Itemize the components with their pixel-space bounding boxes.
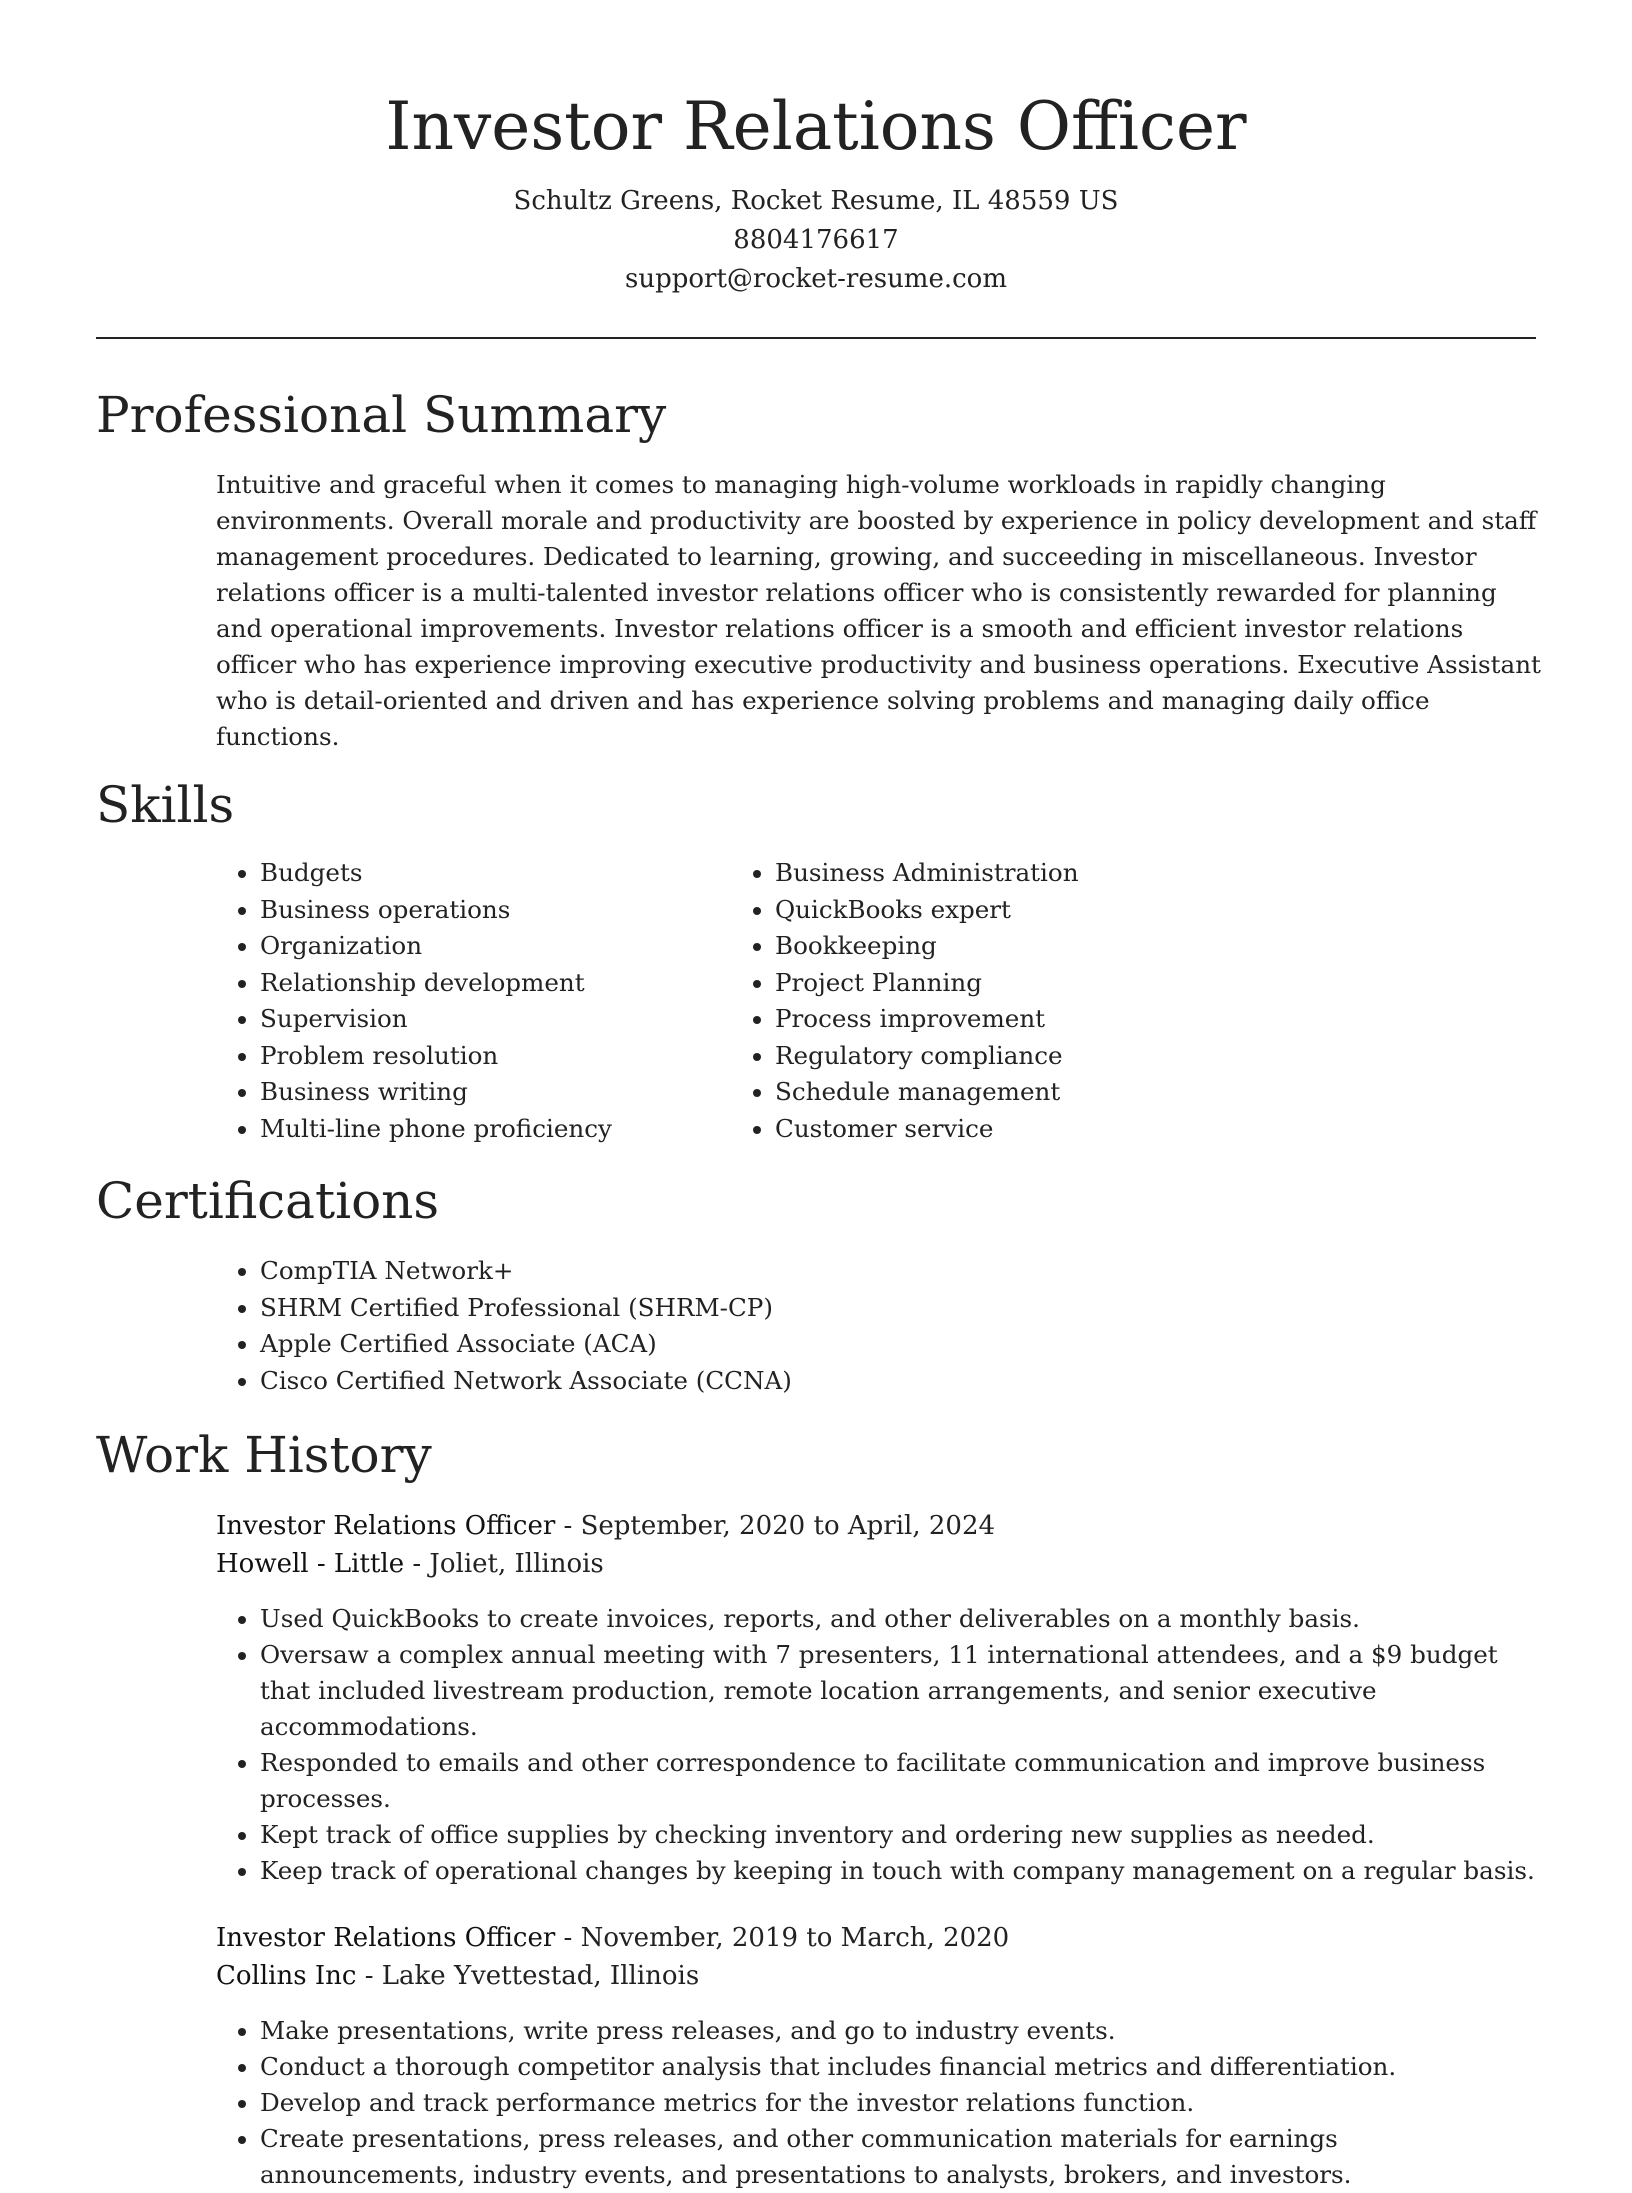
job-bullet: • Kept track of office supplies by checking inventory and ordering new supplies as needed.	[260, 1817, 1536, 1853]
skill-item: • QuickBooks expert	[775, 892, 1425, 929]
job-separator: -	[356, 1961, 382, 1991]
job-title: Investor Relations Officer	[216, 1923, 556, 1953]
skill-item: • Relationship development	[260, 965, 910, 1002]
job-company: Collins Inc	[216, 1961, 357, 1991]
certification-item: • Cisco Certified Network Associate (CCNA)	[260, 1363, 1536, 1400]
job-separator: -	[404, 1549, 430, 1579]
contact-phone: 8804176617	[733, 225, 899, 255]
resume-name: Investor Relations Officer	[385, 88, 1247, 165]
job-title-line	[216, 1507, 1536, 1545]
job-title: Investor Relations Officer	[216, 1511, 556, 1541]
skills-column-right	[775, 855, 1425, 1147]
job-location: Joliet, Illinois	[429, 1549, 604, 1579]
skill-item: • Schedule management	[775, 1074, 1425, 1111]
job-bullet: • Oversaw a complex annual meeting with 7 presenters, 11 international attendees, and a $9 budget that included livestream production, remote location arrangements, and senior executive accommodations.	[260, 1637, 1536, 1745]
skill-item: • Project Planning	[775, 965, 1425, 1002]
job-company-line	[216, 1957, 1536, 1995]
resume-page	[96, 0, 1541, 2193]
skill-item: • Problem resolution	[260, 1038, 910, 1075]
summary-text: Intuitive and graceful when it comes to managing high-volume workloads in rapidly changing environments. Overall morale and productivity are boosted by experience in policy development and staff management procedures. Dedicated to learning, growing, and succeeding in miscellaneous. Investor relations officer is a multi-talented investor relations officer who is consistently rewarded for planning and operational improvements. Investor relations officer is a smooth and efficient investor relations officer who has experience improving executive productivity and business operations. Executive Assistant who is detail-oriented and driven and has experience solving problems and managing daily office functions.	[216, 470, 1541, 751]
contact-email: support@rocket-resume.com	[624, 264, 1007, 294]
summary-heading: Professional Summary	[96, 386, 667, 444]
job-entry	[216, 1507, 1536, 1583]
job-dates: November, 2019 to March, 2020	[580, 1923, 1010, 1953]
job-bullets	[96, 1601, 1536, 1889]
job-company: Howell - Little	[216, 1549, 405, 1579]
skills-column-right-wrap	[775, 855, 1425, 1147]
job-bullet: • Make presentations, write press releases, and go to industry events.	[260, 2013, 1536, 2049]
job-bullet: • Create presentations, press releases, and other communication materials for earnings announcements, industry events, and presentations to analysts, brokers, and investors.	[260, 2121, 1536, 2193]
skill-item: • Customer service	[775, 1111, 1425, 1148]
skill-item: • Budgets	[260, 855, 910, 892]
job-company-line	[216, 1545, 1536, 1583]
certification-item: • Apple Certified Associate (ACA)	[260, 1326, 1536, 1363]
job-bullet: • Develop and track performance metrics for the investor relations function.	[260, 2085, 1536, 2121]
job-separator: -	[555, 1511, 581, 1541]
skill-item: • Organization	[260, 928, 910, 965]
skill-item: • Business Administration	[775, 855, 1425, 892]
job-bullet: • Used QuickBooks to create invoices, reports, and other deliverables on a monthly basis.	[260, 1601, 1536, 1637]
work-history-heading: Work History	[96, 1426, 432, 1484]
job-entry	[216, 1919, 1536, 1995]
skill-item: • Bookkeeping	[775, 928, 1425, 965]
skill-item: • Business writing	[260, 1074, 910, 1111]
job-title-line	[216, 1919, 1536, 1957]
job-bullet: • Keep track of operational changes by keeping in touch with company management on a regular basis.	[260, 1853, 1536, 1889]
contact-address: Schultz Greens, Rocket Resume, IL 48559 US	[513, 186, 1119, 216]
job-bullets	[96, 2013, 1536, 2193]
resume-header	[96, 0, 1536, 299]
skill-item: • Multi-line phone proficiency	[260, 1111, 910, 1148]
header-divider	[96, 337, 1536, 339]
skills-heading: Skills	[96, 776, 235, 834]
skill-item: • Regulatory compliance	[775, 1038, 1425, 1075]
skills-list	[96, 855, 1536, 1147]
job-bullet: • Conduct a thorough competitor analysis that includes financial metrics and differentiation.	[260, 2049, 1536, 2085]
certification-item: • SHRM Certified Professional (SHRM-CP)	[260, 1290, 1536, 1327]
skill-item: • Business operations	[260, 892, 910, 929]
job-separator: -	[555, 1923, 581, 1953]
certifications-list	[96, 1253, 1536, 1399]
job-location: Lake Yvettestad, Illinois	[381, 1961, 700, 1991]
certification-item: • CompTIA Network+	[260, 1253, 1536, 1290]
job-bullet: • Responded to emails and other correspondence to facilitate communication and improve business processes.	[260, 1745, 1536, 1817]
certifications-heading: Certifications	[96, 1172, 440, 1230]
skill-item: • Supervision	[260, 1001, 910, 1038]
job-dates: September, 2020 to April, 2024	[580, 1511, 996, 1541]
skill-item: • Process improvement	[775, 1001, 1425, 1038]
